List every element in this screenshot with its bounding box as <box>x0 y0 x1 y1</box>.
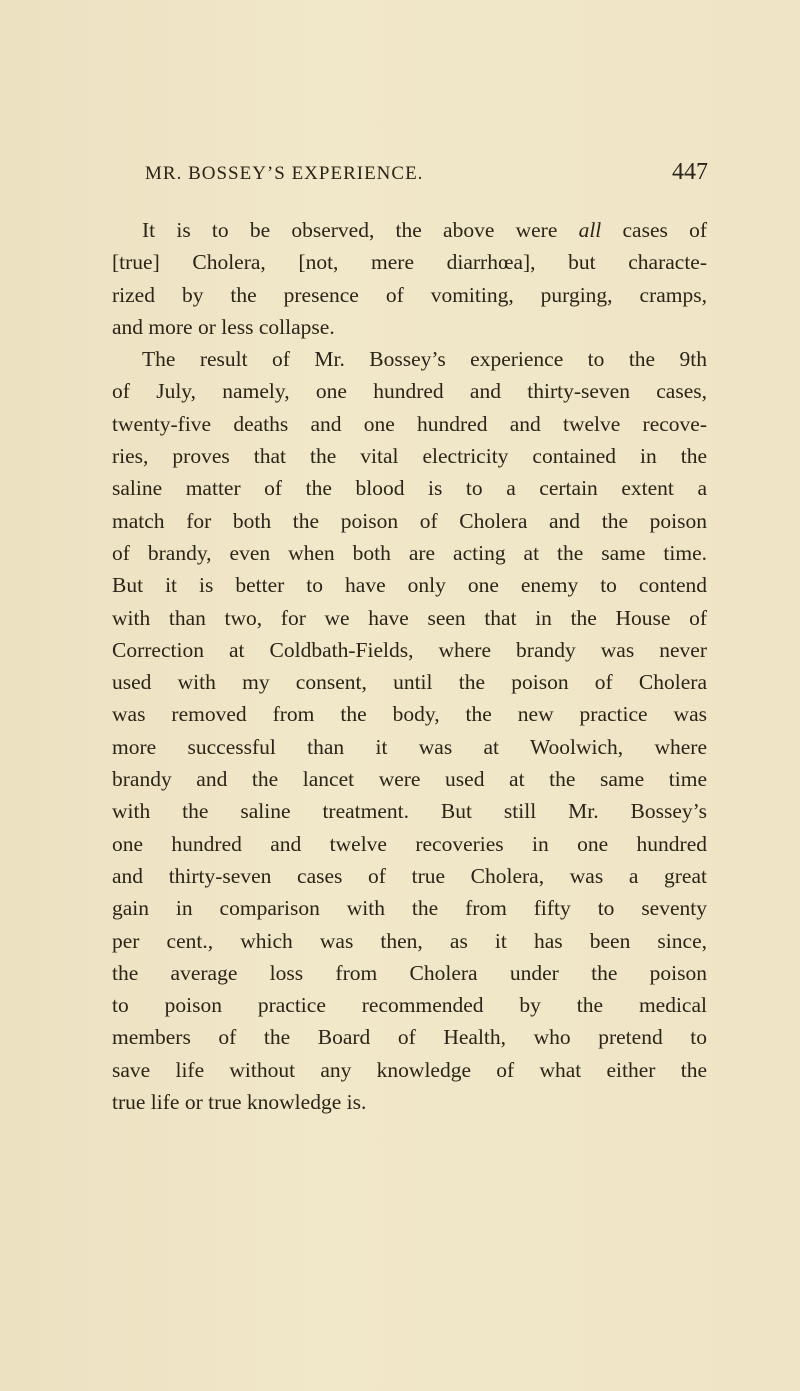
text-segment: to poison practice recommended by the medical <box>112 993 707 1018</box>
text-segment: members of the Board of Health, who pretend to <box>112 1025 707 1050</box>
text-line <box>112 1054 707 1086</box>
text-segment: Correction at Coldbath-Fields, where brandy was never <box>112 637 707 662</box>
text-line <box>112 763 707 795</box>
body-text <box>112 214 707 1118</box>
text-segment: used with my consent, until the poison of Cholera <box>112 670 707 695</box>
text-line <box>112 505 707 537</box>
text-line <box>112 602 707 634</box>
text-line <box>112 925 707 957</box>
text-line <box>112 698 707 730</box>
text-line <box>112 795 707 827</box>
running-head <box>145 159 708 193</box>
text-segment: and more or less collapse. <box>112 314 335 339</box>
text-segment: The result of Mr. Bossey’s experience to the 9th <box>142 347 707 372</box>
text-segment: brandy and the lancet were used at the same time <box>112 767 707 792</box>
text-line <box>112 634 707 666</box>
text-line <box>112 828 707 860</box>
text-line <box>112 472 707 504</box>
page-number: 447 <box>672 159 708 185</box>
text-segment: of July, namely, one hundred and thirty-seven cases, <box>112 379 707 404</box>
text-line <box>112 311 707 343</box>
text-line <box>112 375 707 407</box>
text-segment: with than two, for we have seen that in the House of <box>112 605 707 630</box>
text-line <box>112 989 707 1021</box>
text-line <box>112 214 707 246</box>
text-segment: But it is better to have only one enemy to contend <box>112 573 707 598</box>
text-line <box>112 731 707 763</box>
text-line <box>112 343 707 375</box>
text-segment: true life or true knowledge is. <box>112 1090 367 1115</box>
text-segment: was removed from the body, the new practice was <box>112 702 707 727</box>
text-line <box>112 1086 707 1118</box>
text-segment: the average loss from Cholera under the poison <box>112 960 707 985</box>
text-line <box>112 246 707 278</box>
text-segment: per cent., which was then, as it has been since, <box>112 928 707 953</box>
emphasis-text: all <box>578 218 602 242</box>
text-segment: It is to be observed, the above were <box>142 218 579 242</box>
text-segment: match for both the poison of Cholera and the poison <box>112 508 707 533</box>
text-segment: twenty-five deaths and one hundred and twelve recove- <box>112 411 707 436</box>
text-segment: gain in comparison with the from fifty to seventy <box>112 896 707 921</box>
text-segment: saline matter of the blood is to a certain extent a <box>112 476 707 501</box>
running-title: MR. BOSSEY’S EXPERIENCE. <box>145 163 424 184</box>
text-line <box>112 860 707 892</box>
text-line <box>112 892 707 924</box>
text-line <box>112 666 707 698</box>
text-segment: cases of <box>601 218 707 242</box>
text-segment: [true] Cholera, [not, mere diarrhœa], but characte- <box>112 250 707 275</box>
text-segment: more successful than it was at Woolwich, where <box>112 734 707 759</box>
text-segment: rized by the presence of vomiting, purging, cramps, <box>112 282 707 307</box>
text-segment: with the saline treatment. But still Mr. Bossey’s <box>112 799 707 824</box>
text-line <box>112 569 707 601</box>
text-line <box>112 537 707 569</box>
text-line <box>112 1021 707 1053</box>
text-line <box>112 440 707 472</box>
text-line <box>112 957 707 989</box>
text-segment: one hundred and twelve recoveries in one hundred <box>112 831 707 856</box>
text-segment: of brandy, even when both are acting at the same time. <box>112 540 707 565</box>
text-line <box>112 408 707 440</box>
text-line <box>112 279 707 311</box>
text-segment: save life without any knowledge of what either the <box>112 1057 707 1082</box>
text-segment: ries, proves that the vital electricity contained in the <box>112 444 707 469</box>
text-segment: and thirty-seven cases of true Cholera, was a great <box>112 863 707 888</box>
